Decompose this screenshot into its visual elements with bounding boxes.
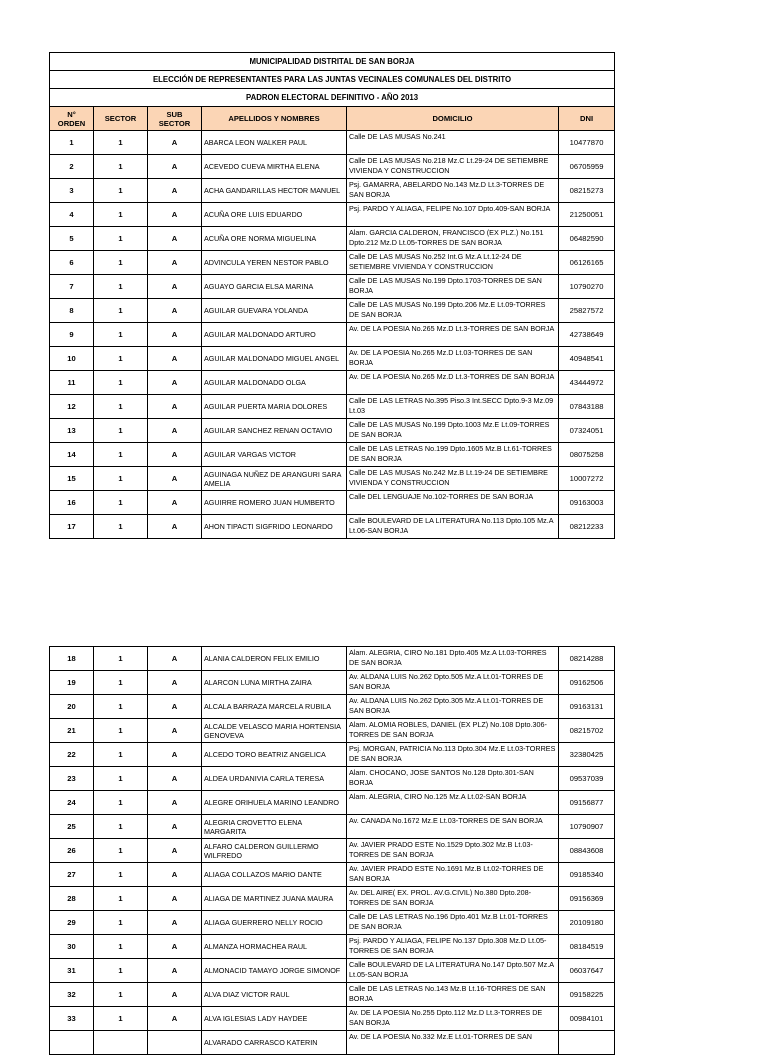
- col-sector: SECTOR: [94, 107, 148, 131]
- name-cell: ALVARADO CARRASCO KATERIN: [202, 1031, 347, 1055]
- sub-sector-cell: A: [148, 695, 202, 719]
- address-cell: Alam. ALEGRIA, CIRO No.125 Mz.A Lt.02-SAN BORJA: [347, 791, 559, 815]
- dni-cell: 00984101: [559, 1007, 615, 1031]
- table-row: [50, 767, 615, 791]
- orden-cell: 22: [50, 743, 94, 767]
- sub-sector-cell: A: [148, 815, 202, 839]
- table-row: [50, 983, 615, 1007]
- name-cell: AGUILAR MALDONADO OLGA: [202, 371, 347, 395]
- table-row: [50, 911, 615, 935]
- sub-sector-cell: A: [148, 155, 202, 179]
- name-cell: AGUILAR SANCHEZ RENAN OCTAVIO: [202, 419, 347, 443]
- sector-cell: 1: [94, 227, 148, 251]
- sector-cell: 1: [94, 791, 148, 815]
- dni-cell: 40948541: [559, 347, 615, 371]
- name-cell: AGUILAR VARGAS VICTOR: [202, 443, 347, 467]
- orden-cell: 25: [50, 815, 94, 839]
- address-cell: Calle DE LAS MUSAS No.218 Mz.C Lt.29-24 DE SETIEMBRE VIVIENDA Y CONSTRUCCION: [347, 155, 559, 179]
- orden-cell: 29: [50, 911, 94, 935]
- dni-cell: 42738649: [559, 323, 615, 347]
- dni-cell: 09162506: [559, 671, 615, 695]
- sub-sector-cell: A: [148, 251, 202, 275]
- dni-cell: 09158225: [559, 983, 615, 1007]
- table-row: [50, 671, 615, 695]
- name-cell: ALMONACID TAMAYO JORGE SIMONOF: [202, 959, 347, 983]
- sector-cell: 1: [94, 323, 148, 347]
- name-cell: AGUAYO GARCIA ELSA MARINA: [202, 275, 347, 299]
- table-row: [50, 347, 615, 371]
- sub-sector-cell: A: [148, 467, 202, 491]
- header-municipality: MUNICIPALIDAD DISTRITAL DE SAN BORJA: [50, 53, 615, 71]
- orden-cell: 14: [50, 443, 94, 467]
- orden-cell: 1: [50, 131, 94, 155]
- sub-sector-cell: A: [148, 959, 202, 983]
- address-cell: Calle BOULEVARD DE LA LITERATURA No.113 Dpto.105 Mz.A Lt.06-SAN BORJA: [347, 515, 559, 539]
- name-cell: ACUÑA ORE NORMA MIGUELINA: [202, 227, 347, 251]
- orden-cell: 9: [50, 323, 94, 347]
- dni-cell: 07843188: [559, 395, 615, 419]
- name-cell: ALIAGA COLLAZOS MARIO DANTE: [202, 863, 347, 887]
- sub-sector-cell: A: [148, 515, 202, 539]
- orden-cell: 15: [50, 467, 94, 491]
- orden-cell: 33: [50, 1007, 94, 1031]
- sub-sector-cell: A: [148, 227, 202, 251]
- address-cell: Av. ALDANA LUIS No.262 Dpto.505 Mz.A Lt.01-TORRES DE SAN BORJA: [347, 671, 559, 695]
- orden-cell: 16: [50, 491, 94, 515]
- name-cell: ALARCON LUNA MIRTHA ZAIRA: [202, 671, 347, 695]
- table-row: [50, 323, 615, 347]
- table-row: [50, 695, 615, 719]
- address-cell: Alam. ALOMIA ROBLES, DANIEL (EX PLZ) No.108 Dpto.306-TORRES DE SAN BORJA: [347, 719, 559, 743]
- orden-cell: [50, 1031, 94, 1055]
- name-cell: AHON TIPACTI SIGFRIDO LEONARDO: [202, 515, 347, 539]
- dni-cell: [559, 1031, 615, 1055]
- address-cell: Calle DE LAS MUSAS No.241: [347, 131, 559, 155]
- address-cell: Calle DE LAS LETRAS No.196 Dpto.401 Mz.B Lt.01-TORRES DE SAN BORJA: [347, 911, 559, 935]
- dni-cell: 06126165: [559, 251, 615, 275]
- name-cell: ALANIA CALDERON FELIX EMILIO: [202, 647, 347, 671]
- table-row: [50, 959, 615, 983]
- sub-sector-cell: A: [148, 323, 202, 347]
- address-cell: Psj. PARDO Y ALIAGA, FELIPE No.137 Dpto.308 Mz.D Lt.05-TORRES DE SAN BORJA: [347, 935, 559, 959]
- table-row: [50, 155, 615, 179]
- address-cell: Av. DE LA POESIA No.265 Mz.D Lt.3-TORRES DE SAN BORJA: [347, 371, 559, 395]
- table-row: [50, 419, 615, 443]
- dni-cell: 08215273: [559, 179, 615, 203]
- table-row: [50, 179, 615, 203]
- orden-cell: 13: [50, 419, 94, 443]
- dni-cell: 21250051: [559, 203, 615, 227]
- table-row: [50, 887, 615, 911]
- address-cell: Av. DE LA POESIA No.265 Mz.D Lt.03-TORRES DE SAN BORJA: [347, 347, 559, 371]
- name-cell: ALFARO CALDERON GUILLERMO WILFREDO: [202, 839, 347, 863]
- table-row: [50, 839, 615, 863]
- sub-sector-cell: A: [148, 671, 202, 695]
- dni-cell: 08215702: [559, 719, 615, 743]
- address-cell: Calle BOULEVARD DE LA LITERATURA No.147 Dpto.507 Mz.A Lt.05-SAN BORJA: [347, 959, 559, 983]
- table-row: [50, 227, 615, 251]
- sector-cell: 1: [94, 299, 148, 323]
- sub-sector-cell: A: [148, 791, 202, 815]
- orden-cell: 8: [50, 299, 94, 323]
- sector-cell: 1: [94, 743, 148, 767]
- sector-cell: 1: [94, 935, 148, 959]
- sub-sector-cell: A: [148, 935, 202, 959]
- sector-cell: 1: [94, 371, 148, 395]
- sector-cell: 1: [94, 671, 148, 695]
- dni-cell: 09163003: [559, 491, 615, 515]
- sub-sector-cell: A: [148, 179, 202, 203]
- name-cell: ACEVEDO CUEVA MIRTHA ELENA: [202, 155, 347, 179]
- dni-cell: 09163131: [559, 695, 615, 719]
- column-header-row: [50, 107, 615, 131]
- sub-sector-cell: A: [148, 719, 202, 743]
- name-cell: AGUILAR MALDONADO ARTURO: [202, 323, 347, 347]
- address-cell: Alam. GARCIA CALDERON, FRANCISCO (EX PLZ.) No.151 Dpto.212 Mz.D Lt.05-TORRES DE SAN BORJA: [347, 227, 559, 251]
- sub-sector-cell: A: [148, 863, 202, 887]
- address-cell: Av. JAVIER PRADO ESTE No.1691 Mz.B Lt.02-TORRES DE SAN BORJA: [347, 863, 559, 887]
- name-cell: ALIAGA GUERRERO NELLY ROCIO: [202, 911, 347, 935]
- dni-cell: 09537039: [559, 767, 615, 791]
- dni-cell: 06037647: [559, 959, 615, 983]
- orden-cell: 5: [50, 227, 94, 251]
- address-cell: Av. ALDANA LUIS No.262 Dpto.305 Mz.A Lt.01-TORRES DE SAN BORJA: [347, 695, 559, 719]
- name-cell: AGUIRRE ROMERO JUAN HUMBERTO: [202, 491, 347, 515]
- sector-cell: 1: [94, 251, 148, 275]
- col-dni: DNI: [559, 107, 615, 131]
- dni-cell: 06482590: [559, 227, 615, 251]
- sector-cell: 1: [94, 467, 148, 491]
- sub-sector-cell: A: [148, 275, 202, 299]
- dni-cell: 08212233: [559, 515, 615, 539]
- table-row: [50, 203, 615, 227]
- table-row: [50, 719, 615, 743]
- sector-cell: 1: [94, 911, 148, 935]
- orden-cell: 10: [50, 347, 94, 371]
- sector-cell: 1: [94, 815, 148, 839]
- address-cell: Calle DE LAS MUSAS No.199 Dpto.1703-TORRES DE SAN BORJA: [347, 275, 559, 299]
- name-cell: ALDEA URDANIVIA CARLA TERESA: [202, 767, 347, 791]
- address-cell: Calle DE LAS LETRAS No.395 Piso.3 Int.SECC Dpto.9-3 Mz.09 Lt.03: [347, 395, 559, 419]
- table-row: [50, 131, 615, 155]
- orden-cell: 26: [50, 839, 94, 863]
- table-row: [50, 443, 615, 467]
- orden-cell: 21: [50, 719, 94, 743]
- sector-cell: 1: [94, 719, 148, 743]
- orden-cell: 24: [50, 791, 94, 815]
- sub-sector-cell: A: [148, 767, 202, 791]
- table-row: [50, 1007, 615, 1031]
- orden-cell: 7: [50, 275, 94, 299]
- sub-sector-cell: A: [148, 1007, 202, 1031]
- sector-cell: 1: [94, 695, 148, 719]
- sector-cell: 1: [94, 155, 148, 179]
- name-cell: ALVA IGLESIAS LADY HAYDEE: [202, 1007, 347, 1031]
- table-row: [50, 863, 615, 887]
- header-election: ELECCIÓN DE REPRESENTANTES PARA LAS JUNTAS VECINALES COMUNALES DEL DISTRITO: [50, 71, 615, 89]
- sub-sector-cell: A: [148, 911, 202, 935]
- sub-sector-cell: A: [148, 743, 202, 767]
- sub-sector-cell: A: [148, 647, 202, 671]
- col-sub-sector: SUB SECTOR: [148, 107, 202, 131]
- table-row: [50, 251, 615, 275]
- sector-cell: [94, 1031, 148, 1055]
- table-row: [50, 515, 615, 539]
- sub-sector-cell: A: [148, 347, 202, 371]
- name-cell: ADVINCULA YEREN NESTOR PABLO: [202, 251, 347, 275]
- table-row: [50, 299, 615, 323]
- table-row: [50, 395, 615, 419]
- dni-cell: 10790907: [559, 815, 615, 839]
- address-cell: Psj. MORGAN, PATRICIA No.113 Dpto.304 Mz.E Lt.03-TORRES DE SAN BORJA: [347, 743, 559, 767]
- orden-cell: 12: [50, 395, 94, 419]
- address-cell: Av. DE LA POESIA No.255 Dpto.112 Mz.D Lt.3-TORRES DE SAN BORJA: [347, 1007, 559, 1031]
- orden-cell: 18: [50, 647, 94, 671]
- table-row: [50, 491, 615, 515]
- sector-cell: 1: [94, 767, 148, 791]
- col-orden: N° ORDEN: [50, 107, 94, 131]
- dni-cell: 06705959: [559, 155, 615, 179]
- orden-cell: 30: [50, 935, 94, 959]
- dni-cell: 10790270: [559, 275, 615, 299]
- sub-sector-cell: A: [148, 983, 202, 1007]
- table-row: [50, 1031, 615, 1055]
- orden-cell: 27: [50, 863, 94, 887]
- sub-sector-cell: A: [148, 491, 202, 515]
- table-row: [50, 371, 615, 395]
- orden-cell: 28: [50, 887, 94, 911]
- address-cell: Psj. GAMARRA, ABELARDO No.143 Mz.D Lt.3-TORRES DE SAN BORJA: [347, 179, 559, 203]
- sector-cell: 1: [94, 443, 148, 467]
- orden-cell: 32: [50, 983, 94, 1007]
- address-cell: Alam. CHOCANO, JOSE SANTOS No.128 Dpto.301-SAN BORJA: [347, 767, 559, 791]
- orden-cell: 11: [50, 371, 94, 395]
- sector-cell: 1: [94, 203, 148, 227]
- sector-cell: 1: [94, 863, 148, 887]
- col-nombres: APELLIDOS Y NOMBRES: [202, 107, 347, 131]
- orden-cell: 31: [50, 959, 94, 983]
- dni-cell: 09185340: [559, 863, 615, 887]
- sub-sector-cell: A: [148, 131, 202, 155]
- name-cell: ALMANZA HORMACHEA RAUL: [202, 935, 347, 959]
- name-cell: AGUILAR PUERTA MARIA DOLORES: [202, 395, 347, 419]
- address-cell: Calle DE LAS MUSAS No.252 Int.G Mz.A Lt.12-24 DE SETIEMBRE VIVIENDA Y CONSTRUCCION: [347, 251, 559, 275]
- dni-cell: 32380425: [559, 743, 615, 767]
- sub-sector-cell: A: [148, 839, 202, 863]
- table-row: [50, 467, 615, 491]
- address-cell: Av. DEL AIRE( EX. PROL. AV.G.CIVIL) No.380 Dpto.208-TORRES DE SAN BORJA: [347, 887, 559, 911]
- dni-cell: 10007272: [559, 467, 615, 491]
- padron-table-page-2: [49, 646, 615, 1055]
- table-row: [50, 275, 615, 299]
- orden-cell: 6: [50, 251, 94, 275]
- address-cell: Av. CANADA No.1672 Mz.E Lt.03-TORRES DE SAN BORJA: [347, 815, 559, 839]
- name-cell: AGUILAR GUEVARA YOLANDA: [202, 299, 347, 323]
- sector-cell: 1: [94, 179, 148, 203]
- sector-cell: 1: [94, 347, 148, 371]
- address-cell: Av. DE LA POESIA No.332 Mz.E Lt.01-TORRES DE SAN: [347, 1031, 559, 1055]
- orden-cell: 4: [50, 203, 94, 227]
- orden-cell: 23: [50, 767, 94, 791]
- table-row: [50, 647, 615, 671]
- name-cell: AGUINAGA NUÑEZ DE ARANGURI SARA AMELIA: [202, 467, 347, 491]
- sub-sector-cell: A: [148, 887, 202, 911]
- orden-cell: 17: [50, 515, 94, 539]
- sub-sector-cell: A: [148, 443, 202, 467]
- name-cell: ALVA DIAZ VICTOR RAUL: [202, 983, 347, 1007]
- address-cell: Alam. ALEGRIA, CIRO No.181 Dpto.405 Mz.A Lt.03-TORRES DE SAN BORJA: [347, 647, 559, 671]
- address-cell: Calle DE LAS MUSAS No.199 Dpto.1003 Mz.E Lt.09-TORRES DE SAN BORJA: [347, 419, 559, 443]
- address-cell: Av. JAVIER PRADO ESTE No.1529 Dpto.302 Mz.B Lt.03-TORRES DE SAN BORJA: [347, 839, 559, 863]
- dni-cell: 08075258: [559, 443, 615, 467]
- name-cell: ALEGRE ORIHUELA MARINO LEANDRO: [202, 791, 347, 815]
- sector-cell: 1: [94, 395, 148, 419]
- dni-cell: 20109180: [559, 911, 615, 935]
- sector-cell: 1: [94, 839, 148, 863]
- sector-cell: 1: [94, 959, 148, 983]
- name-cell: ALIAGA DE MARTINEZ JUANA MAURA: [202, 887, 347, 911]
- name-cell: ALCALA BARRAZA MARCELA RUBILA: [202, 695, 347, 719]
- sector-cell: 1: [94, 419, 148, 443]
- sector-cell: 1: [94, 887, 148, 911]
- dni-cell: 07324051: [559, 419, 615, 443]
- dni-cell: 10477870: [559, 131, 615, 155]
- sector-cell: 1: [94, 1007, 148, 1031]
- sub-sector-cell: A: [148, 299, 202, 323]
- address-cell: Av. DE LA POESIA No.265 Mz.D Lt.3-TORRES DE SAN BORJA: [347, 323, 559, 347]
- name-cell: ALEGRIA CROVETTO ELENA MARGARITA: [202, 815, 347, 839]
- orden-cell: 20: [50, 695, 94, 719]
- dni-cell: 09156369: [559, 887, 615, 911]
- sector-cell: 1: [94, 983, 148, 1007]
- dni-cell: 08214288: [559, 647, 615, 671]
- dni-cell: 08843608: [559, 839, 615, 863]
- sector-cell: 1: [94, 131, 148, 155]
- sector-cell: 1: [94, 647, 148, 671]
- col-domicilio: DOMICILIO: [347, 107, 559, 131]
- orden-cell: 3: [50, 179, 94, 203]
- sector-cell: 1: [94, 275, 148, 299]
- address-cell: Calle DE LAS MUSAS No.242 Mz.B Lt.19-24 DE SETIEMBRE VIVIENDA Y CONSTRUCCION: [347, 467, 559, 491]
- name-cell: ACUÑA ORE LUIS EDUARDO: [202, 203, 347, 227]
- table-row: [50, 935, 615, 959]
- dni-cell: 43444972: [559, 371, 615, 395]
- table-row: [50, 791, 615, 815]
- name-cell: ACHA GANDARILLAS HECTOR MANUEL: [202, 179, 347, 203]
- dni-cell: 09156877: [559, 791, 615, 815]
- address-cell: Calle DEL LENGUAJE No.102-TORRES DE SAN BORJA: [347, 491, 559, 515]
- name-cell: ABARCA LEON WALKER PAUL: [202, 131, 347, 155]
- header-padron: PADRON ELECTORAL DEFINITIVO - AÑO 2013: [50, 89, 615, 107]
- name-cell: AGUILAR MALDONADO MIGUEL ANGEL: [202, 347, 347, 371]
- table-row: [50, 815, 615, 839]
- table-row: [50, 743, 615, 767]
- orden-cell: 2: [50, 155, 94, 179]
- sector-cell: 1: [94, 515, 148, 539]
- name-cell: ALCALDE VELASCO MARIA HORTENSIA GENOVEVA: [202, 719, 347, 743]
- sub-sector-cell: A: [148, 419, 202, 443]
- dni-cell: 25827572: [559, 299, 615, 323]
- sub-sector-cell: A: [148, 395, 202, 419]
- address-cell: Psj. PARDO Y ALIAGA, FELIPE No.107 Dpto.409-SAN BORJA: [347, 203, 559, 227]
- sub-sector-cell: A: [148, 371, 202, 395]
- address-cell: Calle DE LAS LETRAS No.143 Mz.B Lt.16-TORRES DE SAN BORJA: [347, 983, 559, 1007]
- sector-cell: 1: [94, 491, 148, 515]
- name-cell: ALCEDO TORO BEATRIZ ANGELICA: [202, 743, 347, 767]
- padron-table-page-1: [49, 52, 615, 539]
- address-cell: Calle DE LAS LETRAS No.199 Dpto.1605 Mz.B Lt.61-TORRES DE SAN BORJA: [347, 443, 559, 467]
- sub-sector-cell: [148, 1031, 202, 1055]
- sub-sector-cell: A: [148, 203, 202, 227]
- address-cell: Calle DE LAS MUSAS No.199 Dpto.206 Mz.E Lt.09-TORRES DE SAN BORJA: [347, 299, 559, 323]
- dni-cell: 08184519: [559, 935, 615, 959]
- orden-cell: 19: [50, 671, 94, 695]
